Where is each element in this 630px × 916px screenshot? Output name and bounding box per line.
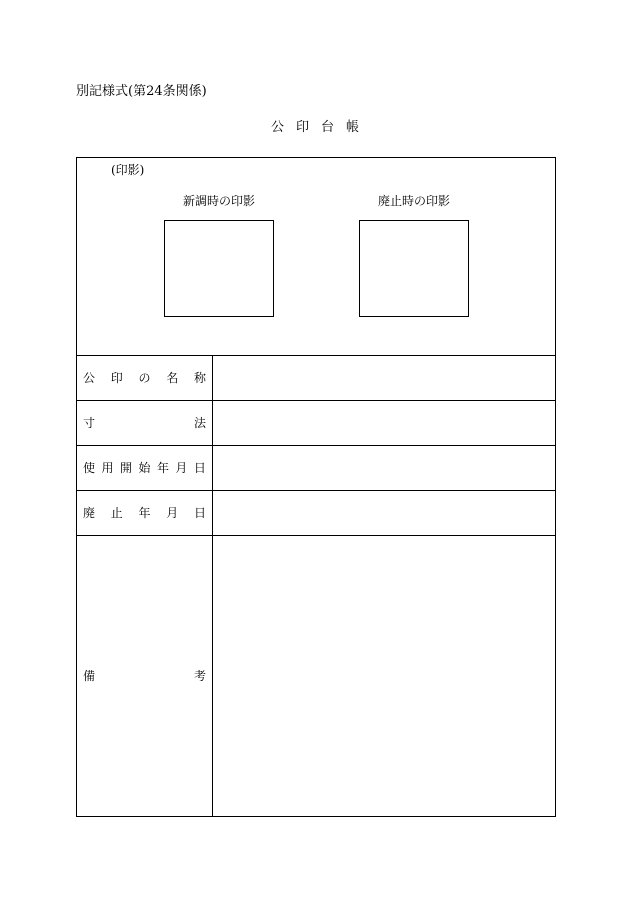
seal-name-field[interactable] bbox=[213, 355, 555, 400]
start-date-field[interactable] bbox=[213, 446, 555, 490]
label-char: 開 bbox=[119, 461, 132, 475]
label-char: 始 bbox=[138, 461, 151, 475]
row-seal-name bbox=[77, 355, 555, 401]
label-text bbox=[83, 371, 206, 385]
label-char: の bbox=[138, 370, 151, 385]
label-text bbox=[83, 506, 206, 520]
dimensions-field[interactable] bbox=[213, 401, 555, 445]
new-seal-box bbox=[164, 220, 274, 317]
label-char: 備 bbox=[83, 669, 96, 683]
seal-ledger-table bbox=[76, 157, 556, 817]
row-label-abolish-date bbox=[77, 491, 213, 535]
label-char: 寸 bbox=[83, 416, 96, 430]
new-seal-caption: 新調時の印影 bbox=[182, 194, 255, 208]
abolished-seal-caption: 廃止時の印影 bbox=[377, 194, 450, 208]
row-label-seal-name bbox=[77, 355, 213, 400]
seal-impression-heading: (印影) bbox=[111, 163, 145, 177]
seal-impression-section bbox=[77, 158, 555, 356]
row-remarks bbox=[77, 536, 555, 816]
row-start-date bbox=[77, 446, 555, 491]
label-char: 使 bbox=[83, 461, 96, 475]
document-title: 公印台帳 bbox=[270, 120, 371, 135]
label-text bbox=[83, 461, 206, 475]
row-label-start-date bbox=[77, 446, 213, 490]
label-char: 用 bbox=[101, 461, 114, 475]
label-char: 廃 bbox=[83, 506, 96, 520]
label-char: 称 bbox=[193, 370, 206, 385]
label-char: 年 bbox=[156, 461, 169, 475]
abolished-seal-box bbox=[359, 220, 469, 317]
row-abolish-date bbox=[77, 491, 555, 536]
remarks-field[interactable] bbox=[213, 536, 555, 816]
label-char: 法 bbox=[193, 416, 206, 430]
label-char: 考 bbox=[193, 669, 206, 683]
label-char: 日 bbox=[193, 461, 206, 475]
row-label-dimensions bbox=[77, 401, 213, 445]
row-dimensions bbox=[77, 401, 555, 446]
label-text bbox=[83, 669, 206, 683]
label-char: 止 bbox=[110, 506, 123, 520]
form-reference: 別記様式(第24条関係) bbox=[76, 84, 207, 99]
label-char: 月 bbox=[166, 506, 179, 520]
row-label-remarks bbox=[77, 536, 213, 816]
abolish-date-field[interactable] bbox=[213, 491, 555, 535]
label-char: 印 bbox=[110, 370, 123, 385]
label-char: 月 bbox=[175, 461, 188, 475]
label-char: 年 bbox=[138, 506, 151, 520]
label-char: 日 bbox=[193, 506, 206, 520]
label-text bbox=[83, 416, 206, 430]
label-char: 名 bbox=[166, 370, 179, 385]
label-char: 公 bbox=[83, 370, 96, 385]
